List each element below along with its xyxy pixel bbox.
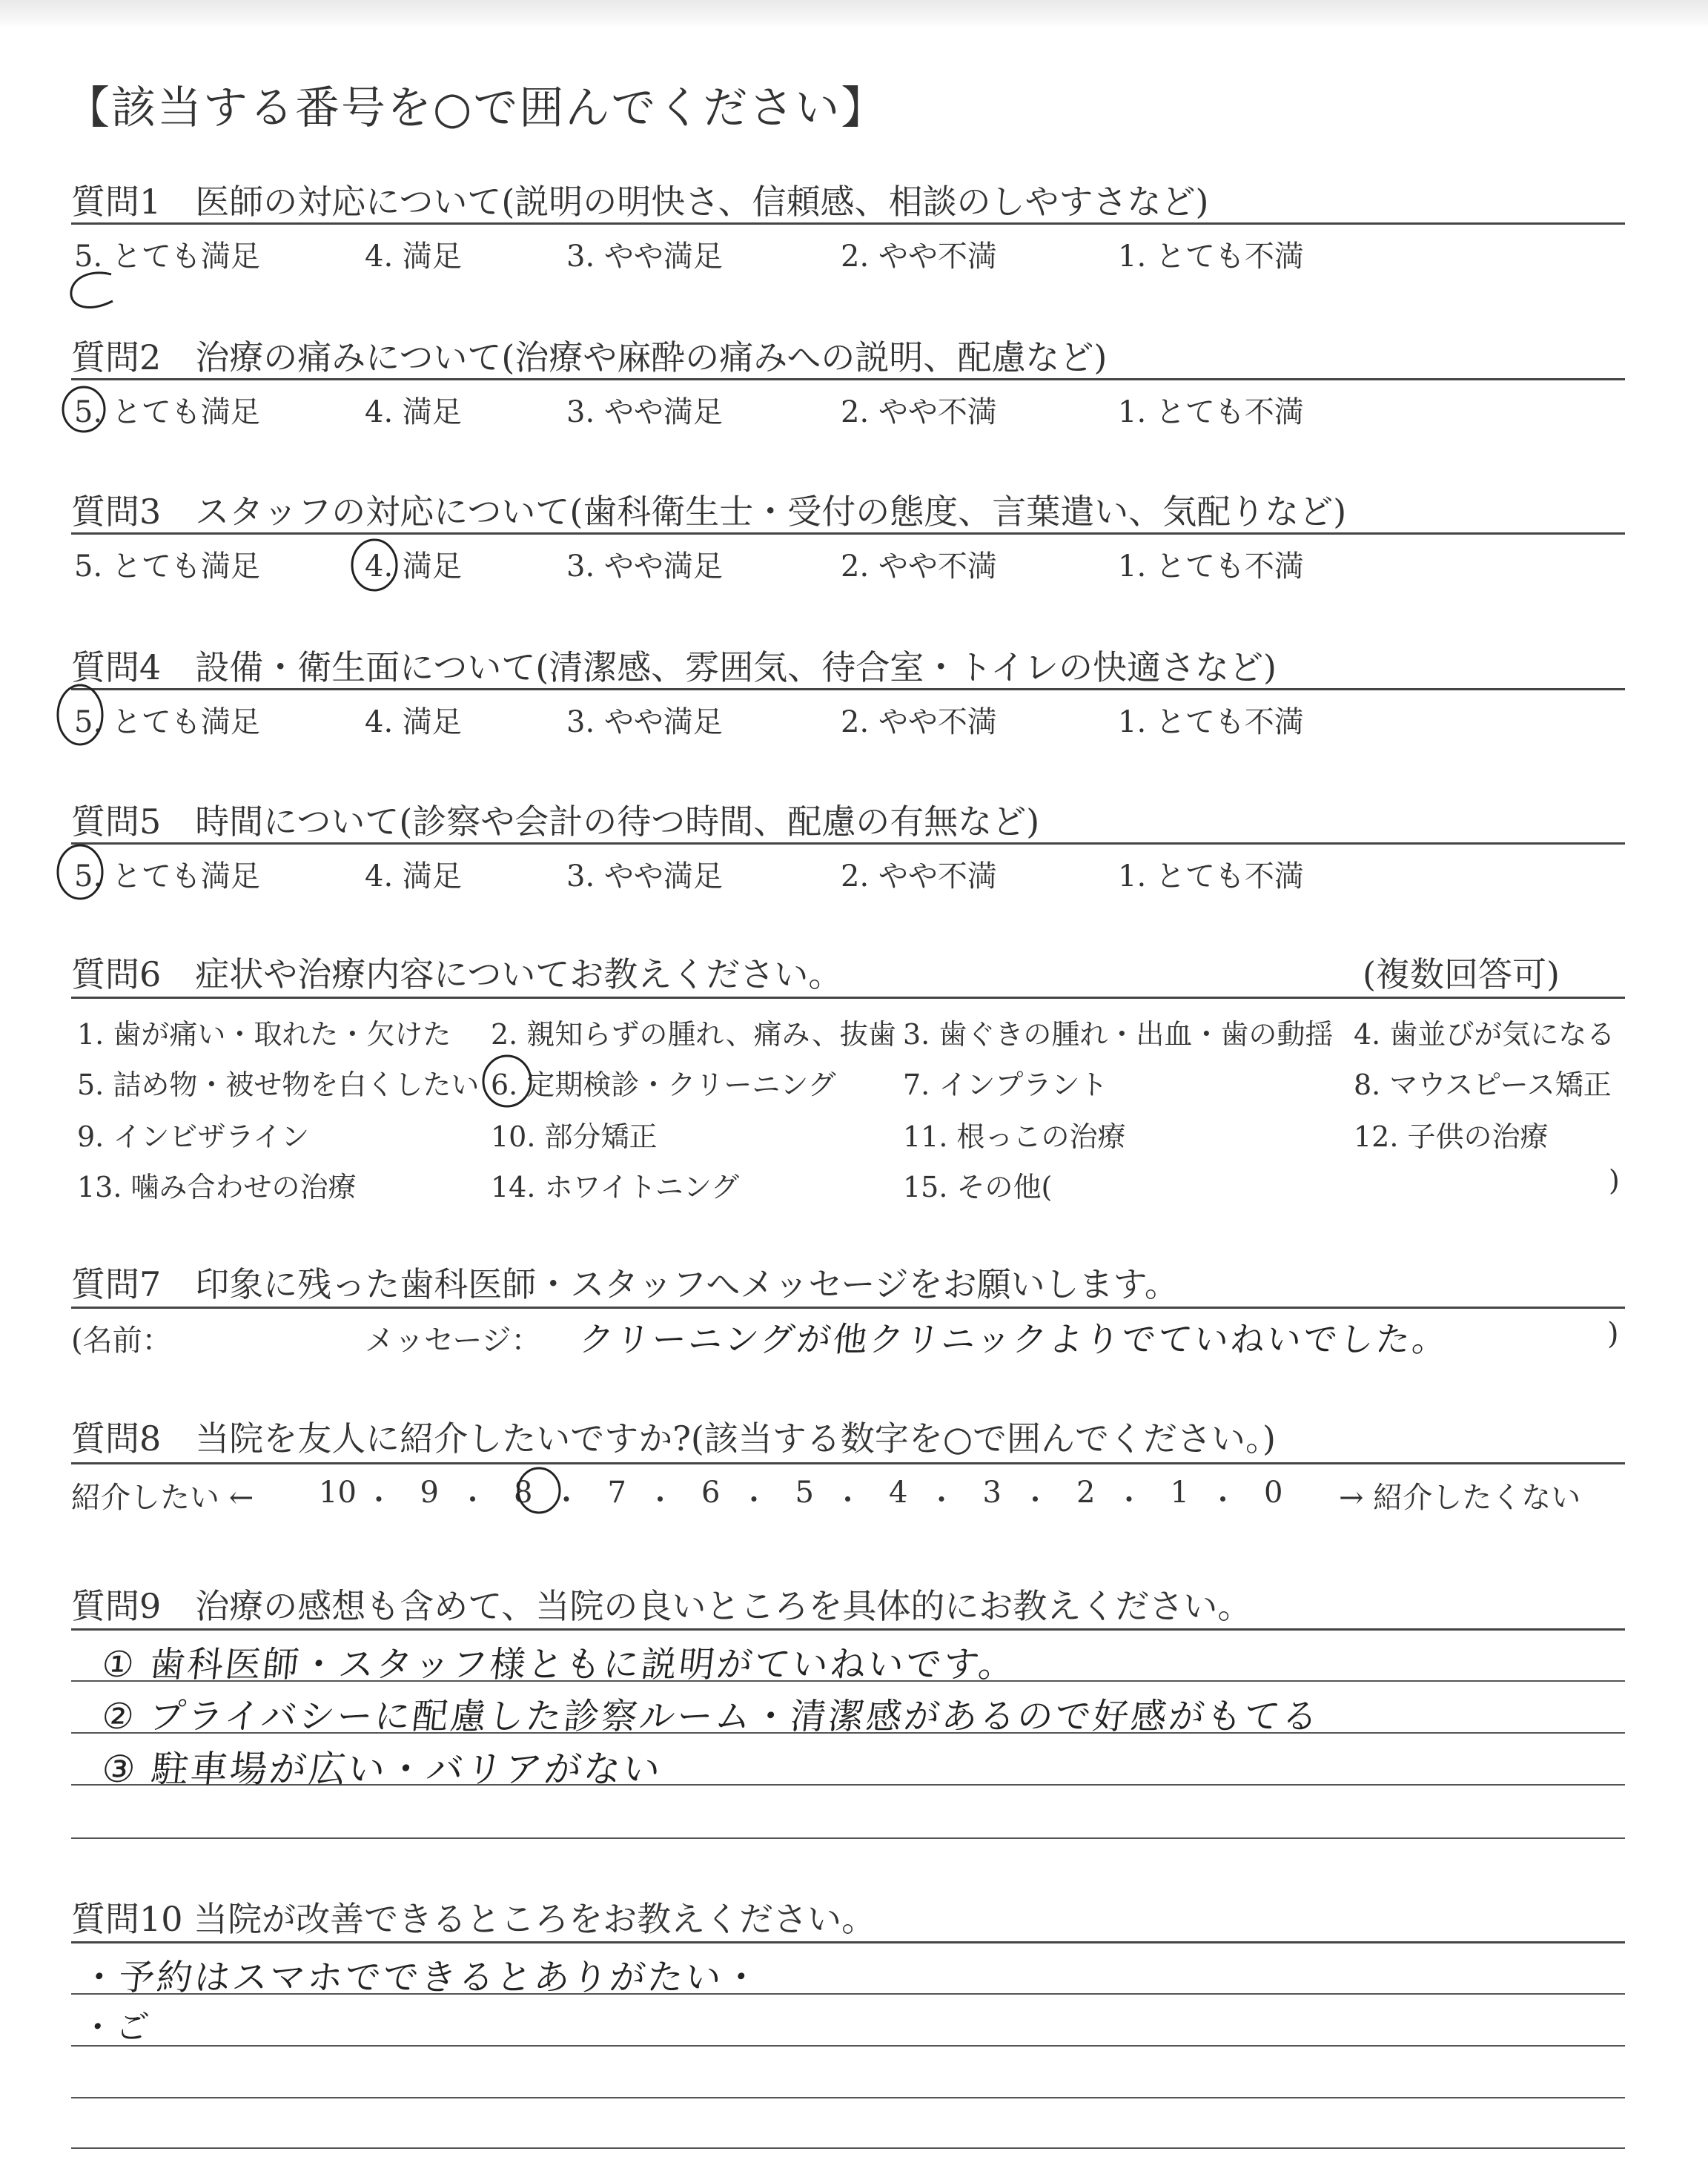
q6-option-12[interactable]: 12. 子供の治療 [1354, 1120, 1549, 1153]
q6-other-close-paren: ) [1609, 1164, 1620, 1197]
q10-answer-1: ・予約はスマホでできるとありがたい・ [79, 1957, 764, 1998]
q4-title: 質問4 設備・衛生面について(清潔感、雰囲気、待合室・トイレの快適さなど) [71, 647, 1277, 687]
q6-option-4[interactable]: 4. 歯並びが気になる [1354, 1018, 1615, 1051]
q6-option-11[interactable]: 11. 根っこの治療 [903, 1120, 1126, 1153]
q7-message-label: メッセージ： [365, 1324, 541, 1358]
q9-answer-2: ② プライバシーに配慮した診察ルーム・清潔感があるので好感がもてる [99, 1696, 1323, 1737]
q7-close-paren: ) [1607, 1317, 1619, 1351]
q4-option-5[interactable]: 5. とても満足 [74, 705, 260, 739]
q6-note: (複数回答可) [1363, 954, 1560, 994]
q7-name-label: (名前： [71, 1324, 172, 1358]
q8-separator-dot: ・ [1021, 1484, 1050, 1516]
q8-separator-dot: ・ [365, 1484, 394, 1516]
q8-separator-dot: ・ [458, 1484, 487, 1516]
q8-scale-7[interactable]: 7 [607, 1476, 626, 1510]
q3-option-3[interactable]: 3. やや満足 [566, 549, 723, 584]
q8-scale-2[interactable]: 2 [1076, 1476, 1096, 1510]
q2-option-5[interactable]: 5. とても満足 [74, 395, 260, 429]
q5-option-2[interactable]: 2. やや不満 [841, 859, 997, 894]
q2-option-3[interactable]: 3. やや満足 [566, 395, 723, 429]
q2-option-4[interactable]: 4. 満足 [365, 395, 462, 429]
q6-option-15[interactable]: 15. その他( [903, 1171, 1053, 1203]
q8-title: 質問8 当院を友人に紹介したいですか?(該当する数字を○で囲んでください。) [71, 1418, 1276, 1459]
q9-title: 質問9 治療の感想も含めて、当院の良いところを具体的にお教えください。 [71, 1586, 1252, 1626]
q4-option-3[interactable]: 3. やや満足 [566, 705, 723, 739]
q3-option-4[interactable]: 4. 満足 [365, 549, 462, 584]
q8-scale-10[interactable]: 10 [319, 1476, 357, 1510]
q8-separator-dot: ・ [1115, 1484, 1144, 1516]
q6-option-1[interactable]: 1. 歯が痛い・取れた・欠けた [77, 1018, 451, 1051]
q4-option-1[interactable]: 1. とても不満 [1118, 705, 1304, 739]
q3-option-2[interactable]: 2. やや不満 [841, 549, 997, 584]
q6-option-13[interactable]: 13. 噛み合わせの治療 [77, 1171, 357, 1203]
q3-circle-mark [352, 540, 397, 590]
q8-separator-dot: ・ [927, 1484, 956, 1516]
q8-separator-dot: ・ [1208, 1484, 1237, 1516]
q6-option-5[interactable]: 5. 詰め物・被せ物を白くしたい [77, 1069, 480, 1101]
q1-option-4[interactable]: 4. 満足 [365, 240, 462, 274]
q2-option-1[interactable]: 1. とても不満 [1118, 395, 1304, 429]
q8-scale-6[interactable]: 6 [701, 1476, 721, 1510]
q8-scale-3[interactable]: 3 [982, 1476, 1002, 1510]
q8-scale-4[interactable]: 4 [889, 1476, 908, 1510]
q8-left-label: 紹介したい ← [71, 1481, 254, 1515]
q2-circle-mark [63, 387, 105, 432]
q8-separator-dot: ・ [646, 1484, 675, 1516]
q6-option-6[interactable]: 6. 定期検診・クリーニング [491, 1069, 836, 1101]
q8-circle-mark [518, 1468, 560, 1513]
q8-scale-8[interactable]: 8 [514, 1476, 533, 1510]
q3-title: 質問3 スタッフの対応について(歯科衛生士・受付の態度、言葉遣い、気配りなど) [71, 492, 1347, 532]
q8-separator-dot: ・ [552, 1484, 581, 1516]
q1-option-3[interactable]: 3. やや満足 [566, 240, 723, 274]
q9-answer-1: ① 歯科医師・スタッフ様ともに説明がていねいです。 [99, 1644, 1019, 1685]
q5-circle-mark [58, 845, 102, 899]
q8-separator-dot: ・ [833, 1484, 862, 1516]
q4-option-2[interactable]: 2. やや不満 [841, 705, 997, 739]
q6-option-14[interactable]: 14. ホワイトニング [491, 1171, 740, 1203]
q10-answer-2: ・ご [79, 2009, 153, 2047]
q8-right-label: → 紹介したくない [1339, 1481, 1581, 1515]
q3-option-1[interactable]: 1. とても不満 [1118, 549, 1304, 584]
q1-option-5[interactable]: 5. とても満足 [74, 240, 260, 274]
q8-separator-dot: ・ [740, 1484, 769, 1516]
q5-option-4[interactable]: 4. 満足 [365, 859, 462, 894]
q5-option-5[interactable]: 5. とても満足 [74, 859, 260, 894]
q9-answer-3: ③ 駐車場が広い・バリアがない [99, 1748, 665, 1791]
q8-scale-5[interactable]: 5 [795, 1476, 814, 1510]
q6-circle-mark [483, 1056, 531, 1106]
form-heading: 【該当する番号を○で囲んでください】 [65, 82, 887, 134]
q2-title: 質問2 治療の痛みについて(治療や麻酔の痛みへの説明、配慮など) [71, 337, 1108, 377]
q5-option-3[interactable]: 3. やや満足 [566, 859, 723, 894]
q3-option-5[interactable]: 5. とても満足 [74, 549, 260, 584]
q2-option-2[interactable]: 2. やや不満 [841, 395, 997, 429]
q10-title: 質問10 当院が改善できるところをお教えください。 [71, 1899, 876, 1939]
q1-partial-circle-mark [71, 273, 113, 308]
q4-circle-mark [58, 685, 102, 744]
q8-scale-1[interactable]: 1 [1170, 1476, 1189, 1510]
q1-option-2[interactable]: 2. やや不満 [841, 240, 997, 274]
q6-option-8[interactable]: 8. マウスピース矯正 [1354, 1069, 1612, 1101]
q6-option-7[interactable]: 7. インプラント [903, 1069, 1108, 1101]
q5-title: 質問5 時間について(診察や会計の待つ時間、配慮の有無など) [71, 802, 1040, 842]
q8-scale-0[interactable]: 0 [1264, 1476, 1283, 1510]
q6-option-9[interactable]: 9. インビザライン [77, 1120, 310, 1153]
q1-option-1[interactable]: 1. とても不満 [1118, 240, 1304, 274]
q7-title: 質問7 印象に残った歯科医師・スタッフへメッセージをお願いします。 [71, 1264, 1179, 1304]
q6-title: 質問6 症状や治療内容についてお教えください。 [71, 954, 843, 994]
q8-scale-9[interactable]: 9 [420, 1476, 439, 1510]
q6-option-10[interactable]: 10. 部分矯正 [491, 1120, 658, 1153]
q6-option-2[interactable]: 2. 親知らずの腫れ、痛み、抜歯 [491, 1018, 896, 1051]
q7-message: クリーニングが他クリニックよりでていねいでした。 [577, 1319, 1451, 1359]
q6-option-3[interactable]: 3. 歯ぐきの腫れ・出血・歯の動揺 [903, 1018, 1334, 1051]
q1-title: 質問1 医師の対応について(説明の明快さ、信頼感、相談のしやすさなど) [71, 182, 1209, 222]
q5-option-1[interactable]: 1. とても不満 [1118, 859, 1304, 894]
q4-option-4[interactable]: 4. 満足 [365, 705, 462, 739]
